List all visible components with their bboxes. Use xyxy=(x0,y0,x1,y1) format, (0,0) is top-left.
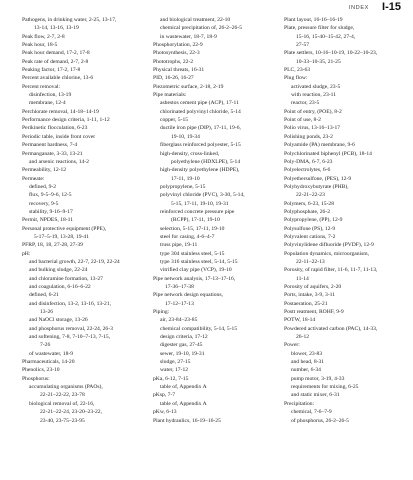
index-entry: Power: xyxy=(284,342,300,349)
index-entry: Peak flow, 2-7, 2-8 xyxy=(22,33,65,40)
index-column-3 xyxy=(284,16,399,425)
index-entry-continuation: 17-11, 19-10 xyxy=(171,175,200,182)
index-entry: Pathogens, in drinking water, 2-25, 13-17, xyxy=(22,17,117,23)
index-subentry: chemical, 7-6–7-9 xyxy=(291,409,332,416)
index-subentry: type 316 stainless steel, 5-14, 5-15 xyxy=(160,258,238,265)
index-subentry: and NaOCl storage, 13-26 xyxy=(29,317,88,324)
index-subentry: polyvinyl chloride (PVC), 3-30, 5-14, xyxy=(160,192,245,199)
index-subentry: requirements for mixing, 6-25 xyxy=(291,384,359,391)
index-entry: Perikinetic flocculation, 6-23 xyxy=(22,125,88,132)
index-entry: Personal protective equipment (PPE), xyxy=(22,225,107,232)
index-subentry: biological removal of, 22-16, xyxy=(29,400,95,407)
index-entry: Piezometric surface, 2-18, 2-19 xyxy=(153,83,224,90)
index-entry: Plant layout, 16-16–16-19 xyxy=(284,17,343,23)
index-subentry: copper, 5-15 xyxy=(160,117,189,124)
index-subentry: digester gas, 27-45 xyxy=(160,342,203,349)
index-entry-continuation: 13-14, 13-16, 13-19 xyxy=(34,25,79,32)
index-subentry: type 304 stainless steel, 5-15 xyxy=(160,250,225,257)
index-entry-continuation: 27-57 xyxy=(296,42,310,49)
index-subentry: water, 17-12 xyxy=(160,367,189,374)
index-entry: Plate, pressure filter for sludge, xyxy=(284,25,355,32)
index-entry: Percent removal: xyxy=(22,83,61,90)
index-entry-continuation: 5-17–5-19, 13-28, 19-41 xyxy=(34,233,89,240)
index-subentry: of phosphorus, 26-2–26-5 xyxy=(291,417,349,424)
index-entry: Ports, intake, 3-9, 3-11 xyxy=(284,292,336,299)
index-subentry: and static mixer, 6-31 xyxy=(291,392,340,399)
index-subentry: number, 6-34 xyxy=(291,367,321,374)
index-entry: Peak hour, 18-5 xyxy=(22,42,58,49)
index-subentry: chemical precipitation of, 26-2–26-5 xyxy=(160,25,243,32)
index-subentry: truss pipe, 19-11 xyxy=(160,242,198,249)
index-entry: Permanganate, 3-33, 13-21 xyxy=(22,150,83,157)
index-entry-continuation: 22-21–22-22, 23-78 xyxy=(40,392,85,399)
index-subentry: high-density, cross-linked, xyxy=(160,150,220,157)
index-entry: pH: xyxy=(22,250,31,257)
index-subentry: disinfection, 13-19 xyxy=(29,92,72,99)
index-subentry: chlorinated polyvinyl chloride, 5-14 xyxy=(160,108,241,115)
index-entry-continuation: 22-21–22-23 xyxy=(296,192,325,199)
index-subentry: air, 23-84–23-85 xyxy=(160,317,198,324)
index-column-1 xyxy=(22,16,137,425)
index-entry: Perchlorate removal, 14-18–14-19 xyxy=(22,108,99,115)
index-entry: Photosynthesis, 22-3 xyxy=(153,50,200,57)
running-header-section: INDEX xyxy=(348,5,369,11)
index-entry-continuation: 13-26 xyxy=(40,309,54,316)
index-entry: Polyvinylidene difluoride (PVDF), 12-9 xyxy=(284,242,374,249)
index-entry: Pipe network analysis, 17-13–17-16, xyxy=(153,275,236,282)
index-subentry: and disinfection, 13-2, 13-16, 13-21, xyxy=(29,300,112,307)
index-entry: Performance design criteria, 1-11, 1-12 xyxy=(22,117,110,124)
index-entry: Piping: xyxy=(153,309,170,316)
index-subentry: and coagulation, 6-16–6-22 xyxy=(29,284,91,290)
index-entry: Plug flow: xyxy=(284,75,308,82)
index-entry: Peak hour demand, 17-2, 17-8 xyxy=(22,50,90,57)
index-subentry: with reaction, 23-11 xyxy=(291,92,336,99)
index-entry-continuation: 10-33–10-35, 21-25 xyxy=(296,58,341,65)
index-entry: pKsp, 7-7 xyxy=(153,392,176,399)
index-entry: PLC, 23-63 xyxy=(284,67,311,74)
index-entry: Polishing ponds, 23-2 xyxy=(284,133,333,140)
index-entry-continuation: 15-16, 15-40–15-42, 27-4, xyxy=(296,33,356,40)
index-entry: Porosity, of rapid filter, 11-6, 11-7, 11-13, xyxy=(284,267,378,274)
index-subentry: reactor, 23-5 xyxy=(291,100,320,107)
index-entry: Polypropylene, (PP), 12-9 xyxy=(284,217,343,224)
index-subentry: table of, Appendix A xyxy=(160,400,207,407)
index-entry: Polyvalent cations, 7-2 xyxy=(284,233,336,240)
index-entry-continuation: 22-21–22-24, 23-20–23-22, xyxy=(40,409,102,416)
index-subentry: design criteria, 17-12 xyxy=(160,334,208,341)
index-entry: Peak rate of demand, 2-7, 2-8 xyxy=(22,58,89,65)
index-entry: Permeate: xyxy=(22,175,45,182)
index-subentry: pump motor, 3-19, 4-33 xyxy=(291,375,345,382)
index-subentry: and biological treatment, 22-10 xyxy=(160,17,231,23)
index-entry: Physical threats, 16-31 xyxy=(153,67,205,74)
index-subentry: sewer, 19-10, 19-31 xyxy=(160,350,205,357)
index-entry: PID, 16-26, 16-27 xyxy=(153,75,194,82)
index-subentry: flux, 9-5–9-6, 12-5 xyxy=(29,192,72,199)
index-subentry: and head, 8-31 xyxy=(291,359,325,366)
index-subentry: asbestos cement pipe (ACP), 17-11 xyxy=(160,100,239,107)
index-entry: Polyamide (PA) membrane, 9-6 xyxy=(284,142,355,149)
index-subentry: ductile iron pipe (DIP), 17-11, 19-6, xyxy=(160,125,241,132)
index-entry: Postt reatment, ROHF, 9-9 xyxy=(284,309,344,316)
index-entry-continuation: 22-11–22-13 xyxy=(296,258,325,265)
index-subentry: defined, 9-2 xyxy=(29,183,57,190)
index-subentry: and phosphorus removal, 22-24, 26-3 xyxy=(29,325,113,332)
index-entry: POTW, 18-14 xyxy=(284,317,316,324)
index-entry: pKw, 6-13 xyxy=(153,409,177,416)
index-entry: Polyhydroxybutyrate (PHB), xyxy=(284,183,349,190)
index-entry: Population dynamics, microorganism, xyxy=(284,250,370,257)
index-entry: Permit, NPDES, 18-11 xyxy=(22,217,74,224)
index-entry: Phosphorus: xyxy=(22,375,50,382)
index-subentry: fiberglass reinforced polyester, 5-15 xyxy=(160,142,241,149)
index-subentry: and softening, 7-8, 7-10–7-13, 7-15, xyxy=(29,334,111,341)
index-entry: PFRP, 18, 18, 27-28, 27-39 xyxy=(22,242,83,249)
index-subentry: table of, Appendix A xyxy=(160,384,207,391)
index-entry-continuation: polyethylene (HDXLPE), 5-14 xyxy=(171,158,241,165)
index-entry: Periodic table, inside front cover xyxy=(22,133,96,140)
index-entry-continuation: 5-15, 17-11, 19-10, 19-31 xyxy=(171,200,229,207)
index-subentry: membrane, 12-4 xyxy=(29,100,66,107)
index-entry: Postaeration, 25-21 xyxy=(284,300,328,307)
index-entry: Phosphorylation, 22-9 xyxy=(153,42,203,49)
index-subentry: vitrified clay pipe (VCP), 19-10 xyxy=(160,267,232,274)
index-entry: Permeability, 12-12 xyxy=(22,167,67,174)
index-entry-continuation: 19-10, 19-34 xyxy=(171,133,200,140)
index-entry: Plate settlers, 10-16–10-19, 10-22–10-23, xyxy=(284,50,378,57)
index-subentry: blower, 23-83 xyxy=(291,350,323,357)
index-entry: Polyelectrolytes, 6-6 xyxy=(284,167,331,174)
index-subentry: recovery, 9-5 xyxy=(29,200,59,207)
index-subentry: sludge, 27-15 xyxy=(160,359,191,366)
index-subentry: high-density polyethylene (HDPE), xyxy=(160,167,240,174)
index-entry: Percent available chlorine, 13-6 xyxy=(22,75,94,82)
index-subentry: stability, 9-16–9-17 xyxy=(29,208,73,215)
index-entry: Pipe network design equations, xyxy=(153,292,223,299)
index-subentry: steel for casing, 4-6–4-7 xyxy=(160,233,215,240)
index-subentry: selection, 5-15, 17-11, 19-10 xyxy=(160,225,225,232)
index-subentry: and bacterial growth, 22-7, 22-19, 22-24 xyxy=(29,258,120,265)
index-entry: Plant hydraulics, 16-19–16-25 xyxy=(153,417,221,424)
index-entry-continuation: 23-40, 23-75–23-95 xyxy=(40,417,85,424)
index-entry-continuation: 17-36–17-38 xyxy=(165,284,194,290)
index-subentry: activated sludge, 23-5 xyxy=(291,83,341,90)
index-subentry: reinforced concrete pressure pipe xyxy=(160,208,235,215)
index-entry: Point of use, 8-2 xyxy=(284,117,321,124)
page-number: I-15 xyxy=(382,1,401,13)
index-entry: Precipitation: xyxy=(284,400,315,407)
index-entry: Point of entry, (POE), 8-2 xyxy=(284,108,342,115)
index-subentry: defined, 6-21 xyxy=(29,292,59,299)
index-entry: Polio virus, 13-16–13-17 xyxy=(284,125,341,132)
index-entry: Polyethersulfone, (PES), 12-9 xyxy=(284,175,352,182)
index-subentry: and chloramine formation, 13-27 xyxy=(29,275,103,282)
index-entry: Porosity of aquifers, 2-20 xyxy=(284,284,342,290)
index-entry-continuation: (RCPP), 17-11, 19-10 xyxy=(171,217,220,224)
index-entry: Phenolics, 23-10 xyxy=(22,367,60,374)
index-entry: Permanent hardness, 7-4 xyxy=(22,142,78,149)
index-subentry: chemical compatibility, 5-14, 5-15 xyxy=(160,325,238,332)
index-entry: Polychlorinated biphenyl (PCB), 18-14 xyxy=(284,150,372,157)
index-entry: Pharmaceuticals, 14-20 xyxy=(22,359,75,366)
index-entry-continuation: 26-12 xyxy=(296,334,310,341)
index-subentry: polypropylene, 5-15 xyxy=(160,183,206,190)
index-entry-continuation: 7-26 xyxy=(40,342,51,349)
index-entry: Peaking factor, 17-2, 17-8 xyxy=(22,67,81,74)
index-entry-continuation: 17-12–17-13 xyxy=(165,300,194,307)
index-entry: Powdered activated carbon (PAC), 14-33, xyxy=(284,325,378,332)
index-subentry: of wastewater, 18-9 xyxy=(29,350,74,357)
index-subentry: and arsenic reactions, 14-2 xyxy=(29,158,89,165)
index-entry-continuation: 11-14 xyxy=(296,275,309,282)
index-entry: Pipe materials: xyxy=(153,92,187,99)
index-entry: pKa, 6-12, 7-15 xyxy=(153,375,189,382)
index-entry: Phototrophs, 22-2 xyxy=(153,58,194,65)
index-entry: Polyphosphate, 26-2 xyxy=(284,208,330,215)
index-subentry: in wastewater, 18-7, 18-9 xyxy=(160,33,217,40)
index-entry: Polymers, 6-23, 15-28 xyxy=(284,200,335,207)
index-subentry: and bulking sludge, 22-24 xyxy=(29,267,88,274)
index-entry: Poly-DMA, 6-7, 6-23 xyxy=(284,158,333,165)
index-subentry: accumulating organisms (PAOs), xyxy=(29,384,103,391)
index-entry: Polysulfone (PS), 12-9 xyxy=(284,225,336,232)
index-column-2 xyxy=(153,16,268,425)
